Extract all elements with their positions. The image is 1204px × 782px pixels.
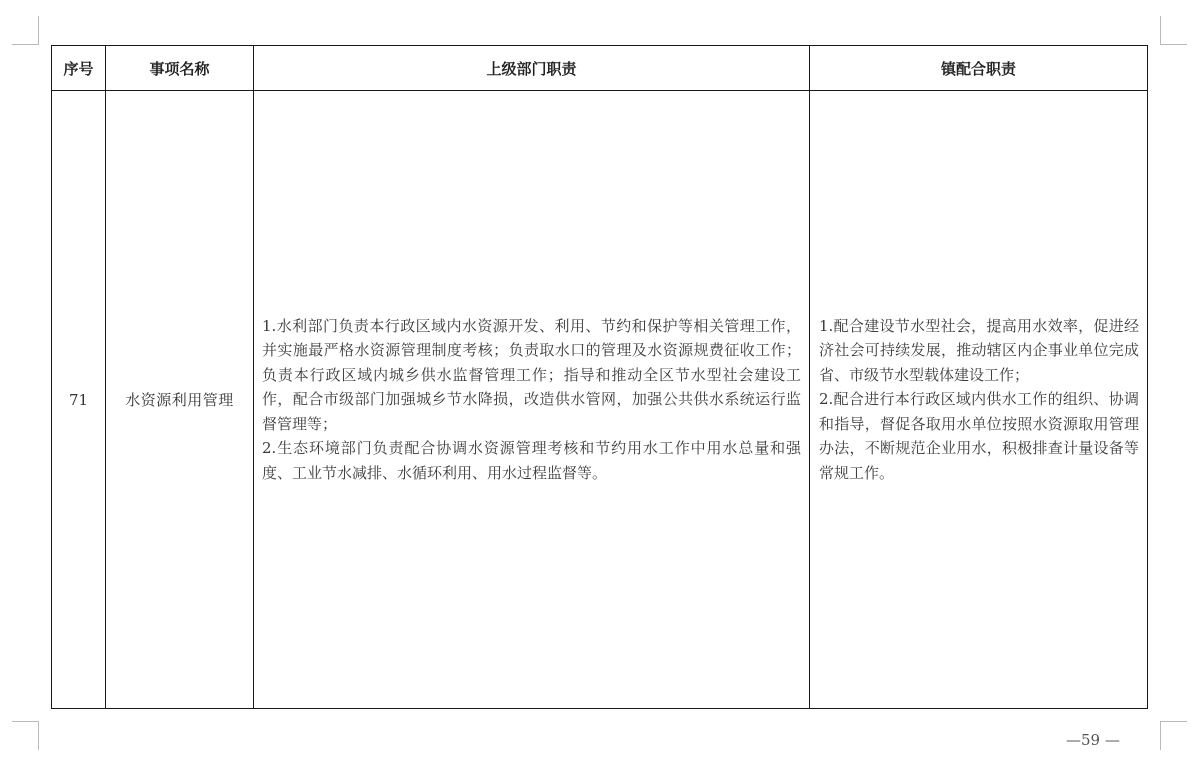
header-upper-duties: 上级部门职责 bbox=[254, 46, 810, 91]
row-item-name: 水资源利用管理 bbox=[106, 91, 254, 709]
upper-duty-paragraph: 1.水利部门负责本行政区域内水资源开发、利用、节约和保护等相关管理工作，并实施最严格水资源管理制度考核；负责取水口的管理及水资源规费征收工作；负责本行政区域内城乡供水监督管理工作；指导和推动全区节水型社会建设工作，配合市级部门加强城乡节水降损，改造供水管网，加强公共供水系统运行监督管理等； bbox=[262, 316, 801, 433]
row-town-duties bbox=[810, 91, 1148, 709]
row-upper-duties bbox=[254, 91, 810, 709]
town-duty-paragraph: 2.配合进行本行政区域内供水工作的组织、协调和指导，督促各取用水单位按照水资源取用管理办法，不断规范企业用水，积极排查计量设备等常规工作。 bbox=[819, 390, 1139, 482]
crop-mark-top-left bbox=[12, 16, 39, 45]
header-town-duties: 镇配合职责 bbox=[810, 46, 1148, 91]
upper-duty-paragraph: 2.生态环境部门负责配合协调水资源管理考核和节约用水工作中用水总量和强度、工业节水减排、水循环利用、用水过程监督等。 bbox=[262, 439, 801, 482]
table-header-row bbox=[52, 46, 1148, 91]
town-duty-paragraph: 1.配合建设节水型社会，提高用水效率，促进经济社会可持续发展，推动辖区内企事业单位完成省、市级节水型载体建设工作； bbox=[819, 316, 1139, 384]
header-seq: 序号 bbox=[52, 46, 106, 91]
duty-table bbox=[51, 45, 1148, 709]
header-item-name: 事项名称 bbox=[106, 46, 254, 91]
row-seq: 71 bbox=[52, 91, 106, 709]
crop-mark-bottom-right bbox=[1160, 721, 1187, 750]
crop-mark-bottom-left bbox=[12, 721, 39, 750]
crop-mark-top-right bbox=[1160, 16, 1187, 45]
table-row bbox=[52, 91, 1148, 709]
page-number: —59 — bbox=[1066, 731, 1120, 749]
